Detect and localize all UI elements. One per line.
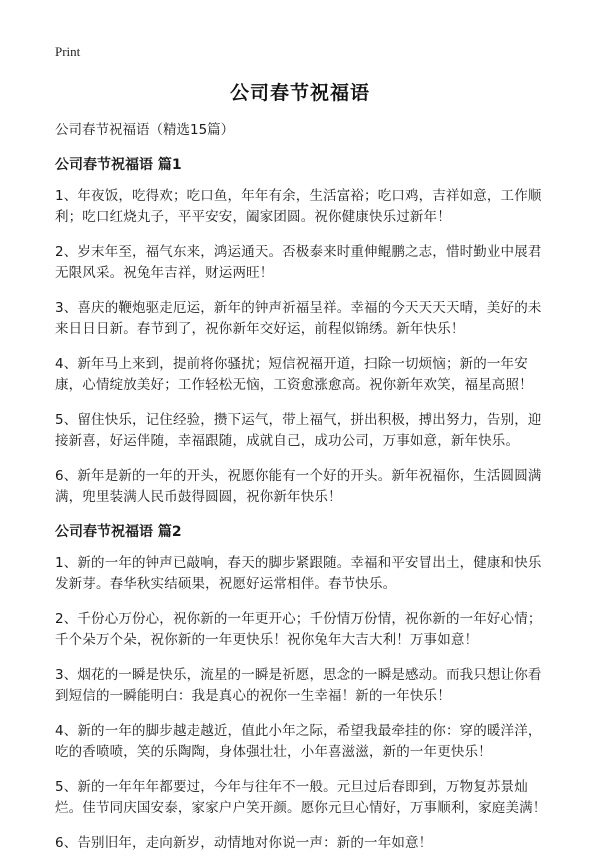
print-link[interactable]: Print xyxy=(55,44,81,59)
paragraph: 3、烟花的一瞬是快乐，流星的一瞬是祈愿，思念的一瞬是感动。而我只想让你看到短信的一瞬能明白：我是真心的祝你一生幸福！新的一年快乐！ xyxy=(55,667,542,704)
article-body xyxy=(55,120,555,868)
section-1 xyxy=(55,155,555,508)
paragraph: 5、留住快乐，记住经验，攒下运气，带上福气，拼出积极，搏出努力，告别，迎接新喜，好运伴随，幸福跟随，成就自己，成功公司，万事如意，新年快乐。 xyxy=(55,412,542,449)
paragraph: 1、新的一年的钟声已敲响，春天的脚步紧跟随。幸福和平安冒出土，健康和快乐发新芽。春华秋实结硕果，祝愿好运常相伴。春节快乐。 xyxy=(55,555,542,592)
page-title: 公司春节祝福语 xyxy=(229,82,370,104)
paragraph: 4、新年马上来到，提前将你骚扰；短信祝福开道，扫除一切烦恼；新的一年安康，心情绽放美好；工作轻松无恼，工资愈涨愈高。祝你新年欢笑，福星高照！ xyxy=(55,356,533,393)
section-heading: 公司春节祝福语 篇2 xyxy=(55,524,182,540)
section-2 xyxy=(55,522,555,854)
paragraph: 5、新的一年年年都要过，今年与往年不一般。元旦过后春即到，万物复苏景灿烂。佳节同庆国安泰，家家户户笑开颜。愿你元旦心情好，万事顺利，家庭美满！ xyxy=(55,779,547,816)
paragraph: 2、千份心万份心，祝你新的一年更开心；千份情万份情，祝你新的一年好心情；千个朵万个朵，祝你新的一年更快乐！祝你兔年大吉大利！万事如意！ xyxy=(55,611,542,648)
paragraph: 3、喜庆的鞭炮驱走厄运，新年的钟声祈福呈祥。幸福的今天天天天晴，美好的未来日日日新。春节到了，祝你新年交好运，前程似锦绣。新年快乐！ xyxy=(55,300,542,337)
paragraph: 1、年夜饭，吃得欢；吃口鱼，年年有余，生活富裕；吃口鸡，吉祥如意，工作顺利；吃口红烧丸子，平平安安，阖家团圆。祝你健康快乐过新年！ xyxy=(55,188,542,225)
article-subtitle: 公司春节祝福语（精选15篇） xyxy=(55,122,235,138)
paragraph: 6、告别旧年，走向新岁，动情地对你说一声：新的一年如意！ xyxy=(55,835,433,851)
section-heading: 公司春节祝福语 篇1 xyxy=(55,157,182,173)
paragraph: 2、岁末年至，福气东来，鸿运通天。否极泰来时重伸鲲鹏之志，惜时勤业中展君无限风采。祝兔年吉祥，财运两旺！ xyxy=(55,244,542,281)
paragraph: 6、新年是新的一年的开头，祝愿你能有一个好的开头。新年祝福你，生活圆圆满满，兜里装满人民币鼓得圆圆，祝你新年快乐！ xyxy=(55,468,542,505)
paragraph: 4、新的一年的脚步越走越近，值此小年之际，希望我最牵挂的你：穿的暖洋洋，吃的香喷喷，笑的乐陶陶，身体强壮壮，小年喜滋滋，新的一年更快乐！ xyxy=(55,723,542,760)
